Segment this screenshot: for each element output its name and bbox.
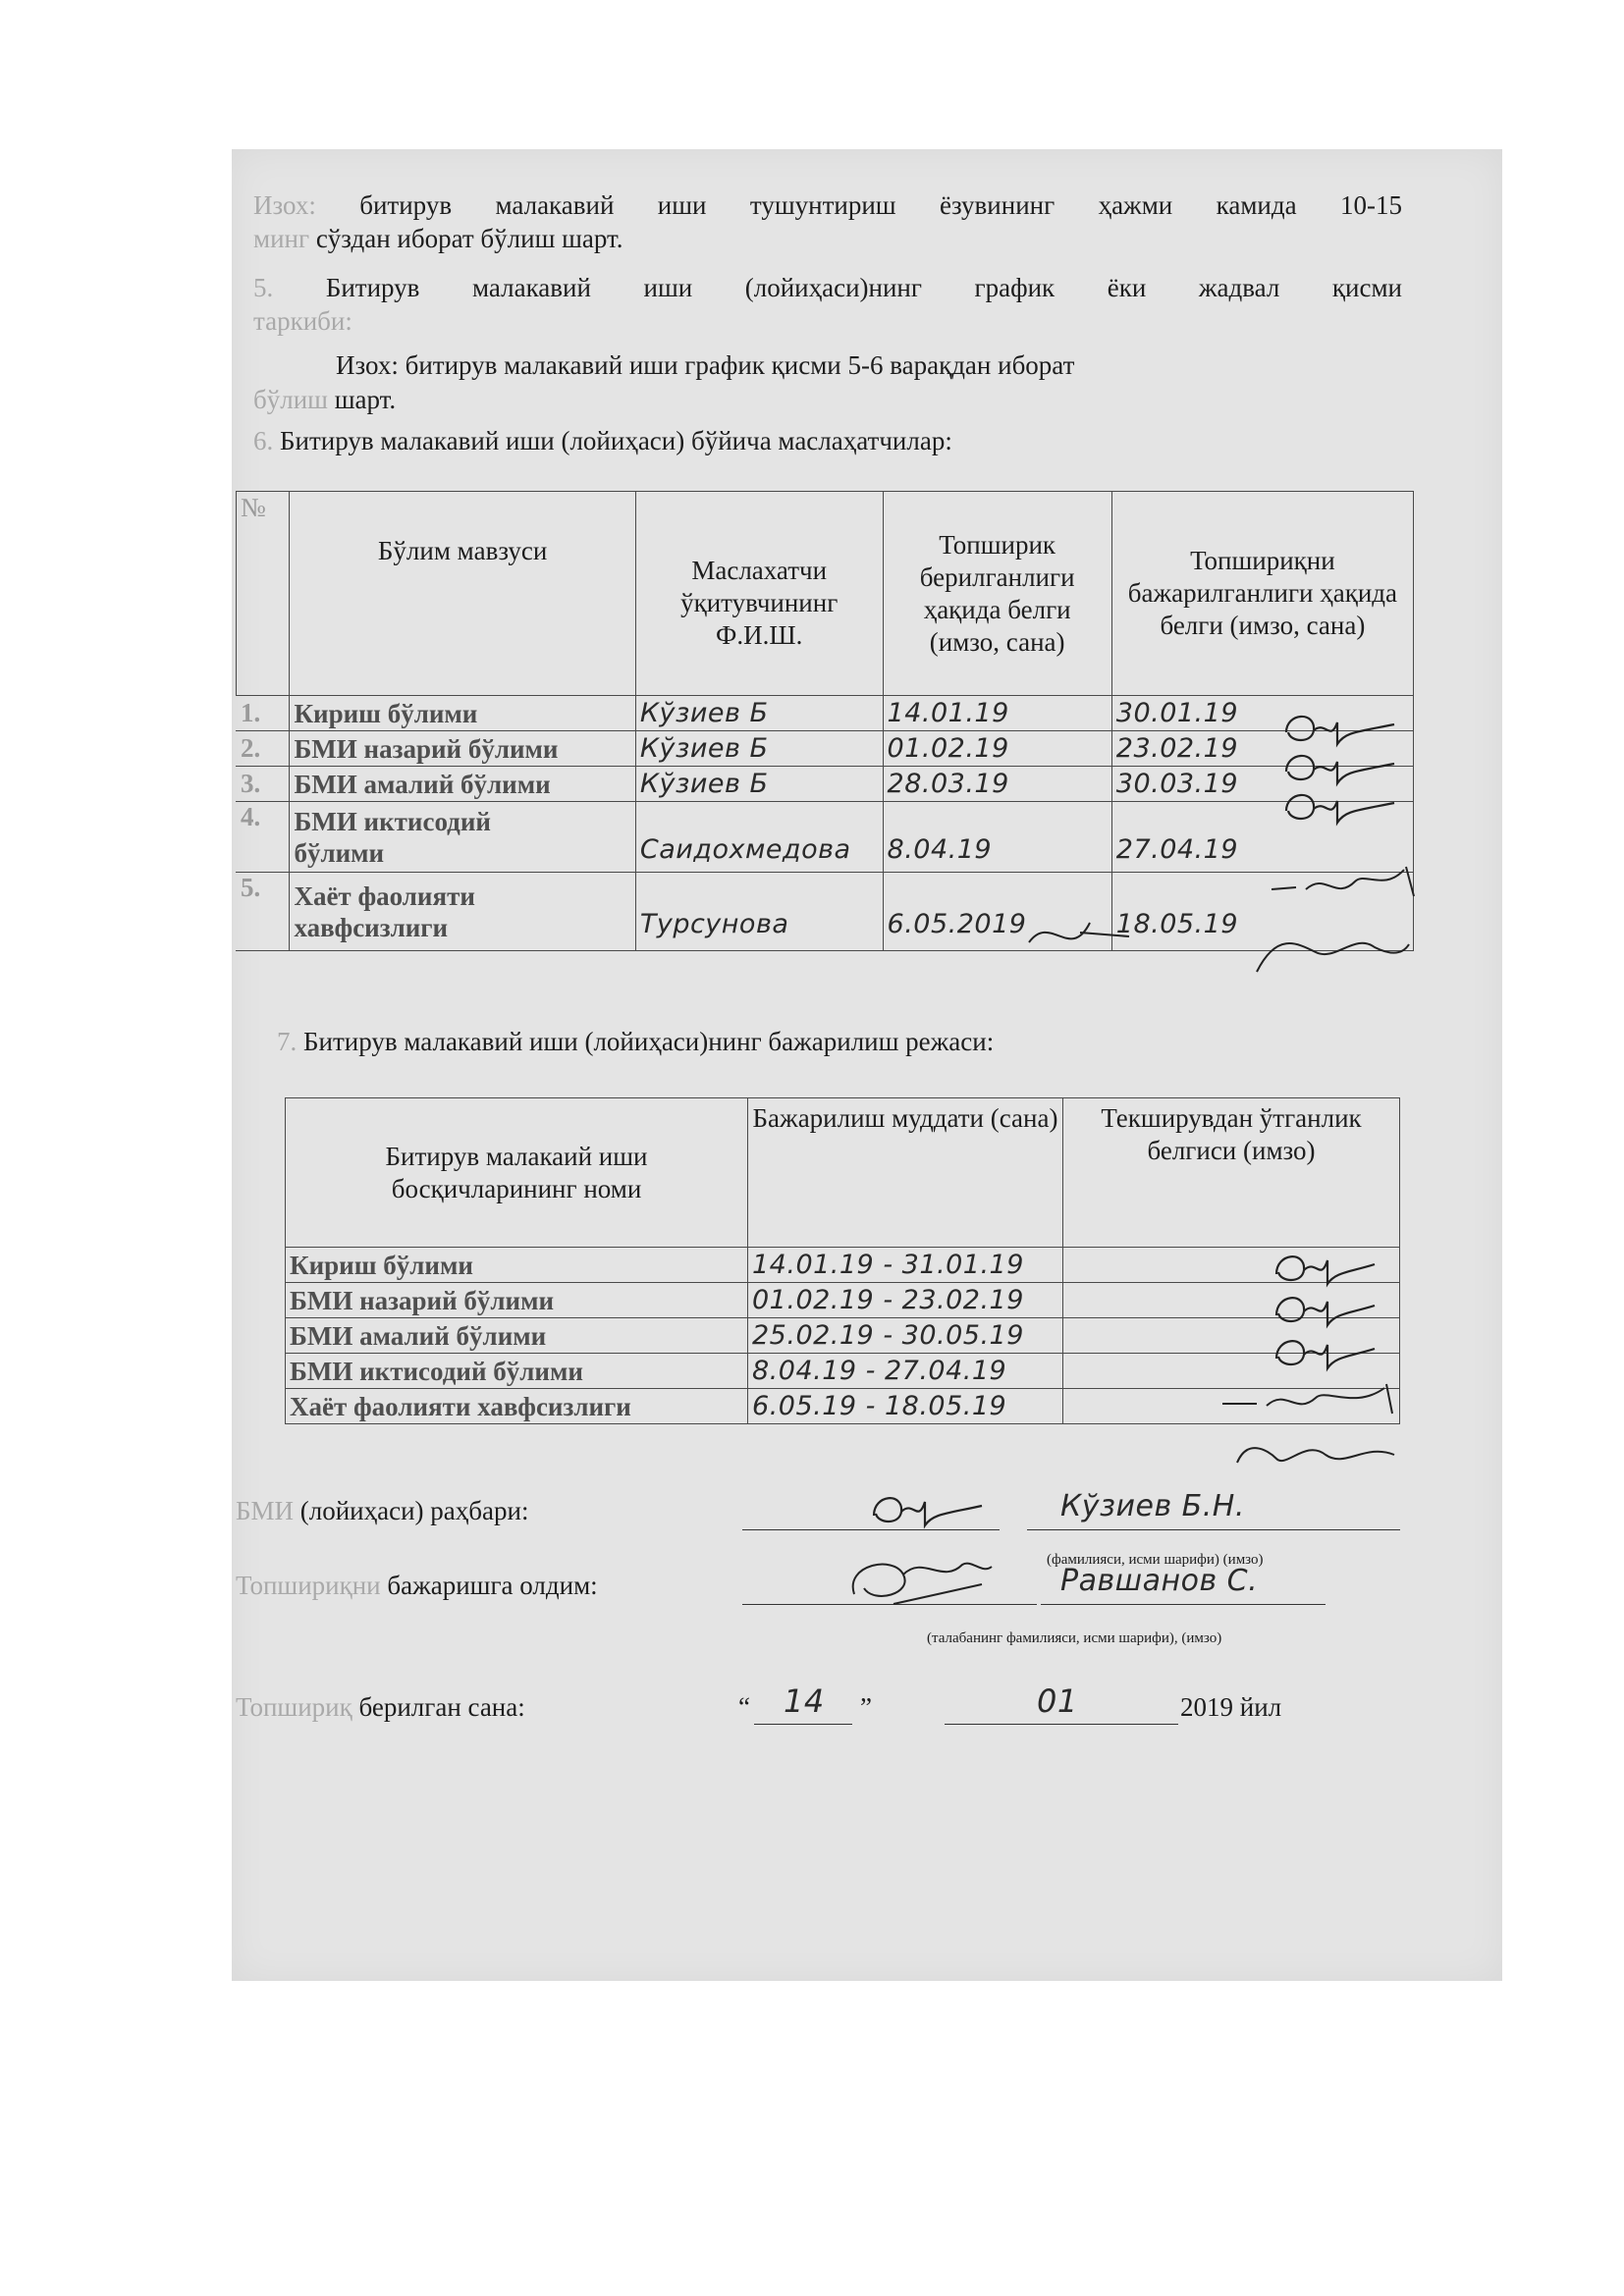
supervisor-caption: (фамилияси, исми шарифи) (имзо) xyxy=(1047,1552,1264,1568)
table-row xyxy=(237,731,1414,767)
advisors-header-row xyxy=(237,492,1414,696)
row-topic: Хаёт фаолияти хавфсизлиги xyxy=(290,873,635,951)
plan-header-row xyxy=(286,1098,1400,1248)
row-stage: БМИ амалий бўлими xyxy=(286,1318,748,1354)
row-term: 6.05.19 - 18.05.19 xyxy=(748,1389,1063,1424)
date-month: 01 xyxy=(1037,1682,1078,1720)
section5-note-prefix: бўлиш xyxy=(253,385,328,414)
row-term: 25.02.19 - 30.05.19 xyxy=(748,1318,1063,1354)
col-done: Топшириқни бажарилганлиги ҳақида белги (имзо, сана) xyxy=(1111,492,1413,696)
accepted-label xyxy=(236,1569,598,1602)
row-done: 27.04.19 xyxy=(1111,802,1413,873)
note-line-1 xyxy=(253,188,1402,222)
col-given: Топширик берилганлиги ҳақида белги (имзо, сана) xyxy=(883,492,1111,696)
col-number: № xyxy=(237,492,290,696)
date-day: 14 xyxy=(784,1682,825,1720)
section6-title: Битирув малакавий иши (лойиҳаси) бўйича маслаҳатчилар: xyxy=(280,426,952,455)
safety-signature xyxy=(1021,903,1414,991)
close-quote: ” xyxy=(860,1692,872,1722)
row-number: 1. xyxy=(237,696,290,731)
section7-title: Битирув малакавий иши (лойиҳаси)нинг бажарилиш режаси: xyxy=(303,1027,995,1056)
table-row xyxy=(286,1248,1400,1283)
month-line xyxy=(945,1724,1178,1725)
section7-number: 7. xyxy=(277,1027,298,1056)
note-text: битирув малакавий иши тушунтириш ёзувининг ҳажми камида 10-15 xyxy=(359,190,1402,220)
col-stage: Битирув малакаий иши босқичларининг номи xyxy=(286,1098,748,1248)
col-term: Бажарилиш муддати (сана) xyxy=(748,1098,1063,1248)
section6-heading xyxy=(253,424,952,457)
supervisor-text: (лойиҳаси) раҳбари: xyxy=(299,1496,529,1525)
row-stage: Хаёт фаолияти хавфсизлиги xyxy=(286,1389,748,1424)
row-topic: БМИ назарий бўлими xyxy=(290,731,635,767)
row-number: 4. xyxy=(237,802,290,873)
student-signature xyxy=(835,1545,1011,1620)
row-done: 23.02.19 xyxy=(1111,731,1413,767)
section6-number: 6. xyxy=(253,426,274,455)
supervisor-name: Кўзиев Б.Н. xyxy=(1060,1489,1245,1523)
section5-note-1: Изох: битирув малакавий иши график қисми 5-6 варақдан иборат xyxy=(336,350,1075,380)
student-name: Равшанов С. xyxy=(1060,1564,1259,1598)
section7-heading xyxy=(277,1025,994,1058)
row-advisor: Кўзиев Б xyxy=(635,767,883,802)
section5-line-2: таркиби: xyxy=(253,306,352,336)
table-row xyxy=(237,767,1414,802)
check-signature-5 xyxy=(1227,1419,1414,1478)
supervisor-prefix: БМИ xyxy=(236,1496,295,1525)
row-topic: БМИ амалий бўлими xyxy=(290,767,635,802)
section5-note-2 xyxy=(253,383,396,416)
row-term: 8.04.19 - 27.04.19 xyxy=(748,1354,1063,1389)
supervisor-name-line xyxy=(1027,1529,1400,1530)
col-topic: Бўлим мавзуси xyxy=(290,492,635,696)
table-row xyxy=(237,696,1414,731)
accepted-text: бажаришга олдим: xyxy=(387,1571,598,1600)
advisors-table xyxy=(236,491,1414,951)
row-done: 18.05.19 xyxy=(1111,873,1413,951)
day-line xyxy=(754,1724,852,1725)
row-done: 30.01.19 xyxy=(1111,696,1413,731)
row-number: 2. xyxy=(237,731,290,767)
row-number: 5. xyxy=(237,873,290,951)
check-signature-3 xyxy=(1267,1323,1394,1382)
accepted-prefix: Топшириқни xyxy=(236,1571,381,1600)
date-text: берилган сана: xyxy=(358,1692,525,1722)
note-line-2 xyxy=(253,222,623,255)
note-line2-prefix: минг xyxy=(253,224,310,253)
row-stage: БМИ назарий бўлими xyxy=(286,1283,748,1318)
row-topic: БМИ иктисодий бўлими xyxy=(290,802,635,873)
supervisor-label xyxy=(236,1494,528,1527)
note-line2-text: сўздан иборат бўлиш шарт. xyxy=(315,224,623,253)
row-given: 28.03.19 xyxy=(883,767,1111,802)
section5-note-text: шарт. xyxy=(334,385,397,414)
open-quote: “ xyxy=(738,1692,750,1722)
advisor-signature-3 xyxy=(1276,781,1414,830)
row-advisor: Кўзиев Б xyxy=(635,731,883,767)
economics-signature xyxy=(1267,852,1424,911)
section5-line-1 xyxy=(253,271,1402,304)
row-term: 01.02.19 - 23.02.19 xyxy=(748,1283,1063,1318)
section5-number: 5. xyxy=(253,273,274,302)
col-advisor: Маслахатчи ўқитувчининг Ф.И.Ш. xyxy=(635,492,883,696)
row-given: 6.05.2019 xyxy=(883,873,1111,951)
row-stage: Кириш бўлими xyxy=(286,1248,748,1283)
section5-title: Битирув малакавий иши (лойиҳаси)нинг график ёки жадвал қисми xyxy=(325,273,1402,302)
date-label xyxy=(236,1690,525,1724)
table-row xyxy=(237,802,1414,873)
student-caption: (талабанинг фамилияси, исми шарифи), (имзо) xyxy=(927,1630,1222,1646)
date-year: 2019 йил xyxy=(1180,1692,1282,1722)
table-row xyxy=(286,1318,1400,1354)
supervisor-signature xyxy=(864,1482,1001,1537)
row-term: 14.01.19 - 31.01.19 xyxy=(748,1248,1063,1283)
row-given: 14.01.19 xyxy=(883,696,1111,731)
row-advisor: Саидохмедова xyxy=(635,802,883,873)
row-done: 30.03.19 xyxy=(1111,767,1413,802)
row-advisor: Кўзиев Б xyxy=(635,696,883,731)
date-prefix: Топшириқ xyxy=(236,1692,352,1722)
row-number: 3. xyxy=(237,767,290,802)
col-check: Текширувдан ўтганлик белгиси (имзо) xyxy=(1063,1098,1400,1248)
note-prefix: Изох: xyxy=(253,190,316,220)
row-given: 8.04.19 xyxy=(883,802,1111,873)
student-name-line xyxy=(1041,1604,1326,1605)
row-topic: Кириш бўлими xyxy=(290,696,635,731)
table-row xyxy=(286,1283,1400,1318)
row-stage: БМИ иктисодий бўлими xyxy=(286,1354,748,1389)
row-advisor: Турсунова xyxy=(635,873,883,951)
check-signature-4 xyxy=(1218,1374,1414,1423)
row-given: 01.02.19 xyxy=(883,731,1111,767)
